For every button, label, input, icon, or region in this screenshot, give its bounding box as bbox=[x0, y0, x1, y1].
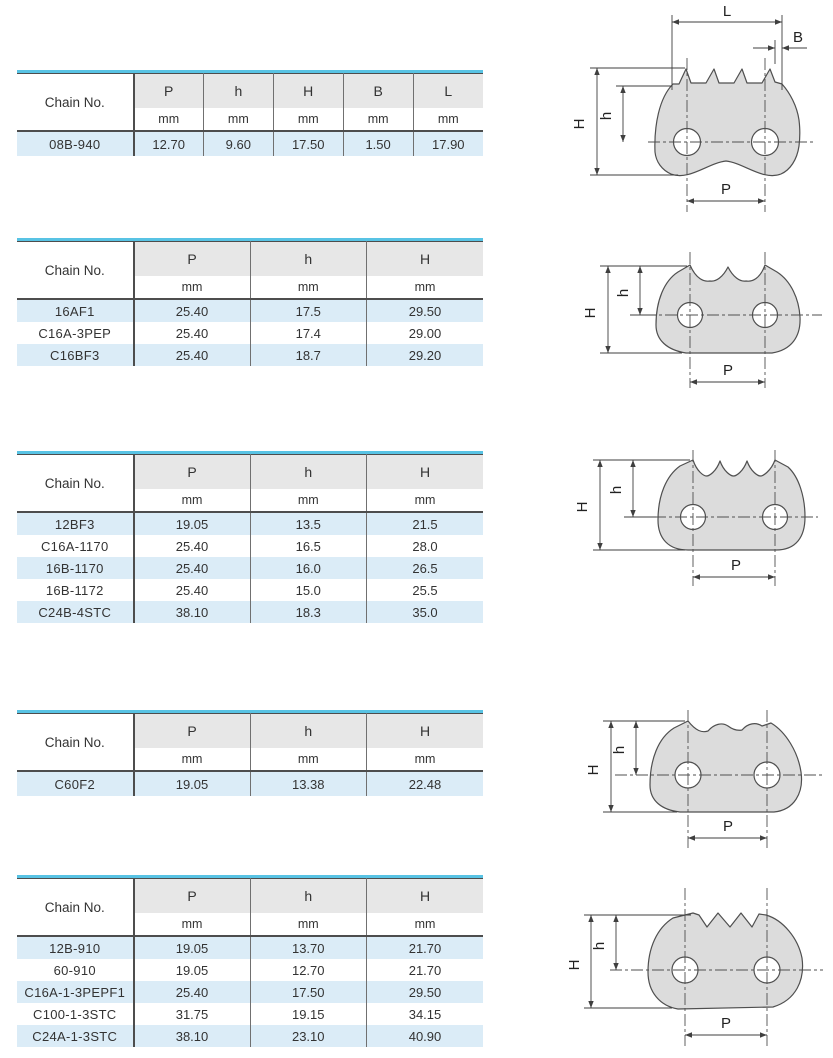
value-cell: 17.50 bbox=[273, 131, 343, 156]
dim-label-H: H bbox=[571, 118, 588, 130]
col-header-L: L bbox=[413, 74, 483, 109]
dim-label-L: L bbox=[722, 3, 732, 20]
plate-diagram-5 bbox=[560, 870, 833, 1058]
value-cell: 15.0 bbox=[250, 579, 367, 601]
col-header-P: P bbox=[134, 879, 251, 914]
chain-no-cell: 60-910 bbox=[17, 959, 134, 981]
unit-label: mm bbox=[250, 276, 367, 299]
dim-label-h: h bbox=[598, 111, 615, 121]
col-header-P: P bbox=[134, 242, 251, 277]
value-cell: 12.70 bbox=[250, 959, 367, 981]
dim-label-H: H bbox=[574, 501, 591, 513]
value-cell: 21.5 bbox=[367, 512, 484, 535]
dim-label-P: P bbox=[720, 1015, 732, 1032]
chain-plate-outline bbox=[655, 69, 800, 176]
dim-label-h: h bbox=[615, 288, 632, 298]
col-header-P: P bbox=[134, 74, 204, 109]
dim-label-h: h bbox=[591, 941, 608, 951]
unit-label: mm bbox=[367, 276, 484, 299]
unit-label: mm bbox=[250, 489, 367, 512]
col-header-h: h bbox=[250, 455, 367, 490]
chain-no-cell: C24A-1-3STC bbox=[17, 1025, 134, 1047]
unit-label: mm bbox=[203, 108, 273, 131]
value-cell: 31.75 bbox=[175, 1006, 209, 1022]
unit-label: mm bbox=[367, 489, 484, 512]
table-row bbox=[17, 512, 483, 535]
col-header-P: P bbox=[134, 714, 251, 749]
chain-no-header: Chain No. bbox=[17, 455, 134, 513]
col-header-B: B bbox=[343, 74, 413, 109]
value-cell: 25.40 bbox=[175, 560, 209, 576]
table-row bbox=[17, 601, 483, 623]
unit-label: mm bbox=[134, 913, 251, 936]
chain-plate-outline bbox=[650, 721, 802, 812]
spec-table-2 bbox=[17, 238, 483, 366]
chain-no-cell: C16BF3 bbox=[17, 344, 134, 366]
chain-no-cell: 16B-1172 bbox=[17, 579, 134, 601]
spec-table-1 bbox=[17, 70, 483, 156]
table-row bbox=[17, 1025, 483, 1047]
table-row bbox=[17, 344, 483, 366]
spec-table-4 bbox=[17, 710, 483, 796]
chain-no-cell: 12BF3 bbox=[17, 512, 134, 535]
chain-no-header: Chain No. bbox=[17, 242, 134, 300]
value-cell: 19.05 bbox=[175, 516, 209, 532]
value-cell: 18.3 bbox=[250, 601, 367, 623]
value-cell: 34.15 bbox=[367, 1003, 484, 1025]
value-cell: 19.05 bbox=[175, 962, 209, 978]
value-cell: 19.05 bbox=[175, 776, 209, 792]
value-cell: 21.70 bbox=[367, 959, 484, 981]
table-row bbox=[17, 1003, 483, 1025]
unit-label: mm bbox=[134, 489, 251, 512]
chain-no-cell: C16A-1170 bbox=[17, 535, 134, 557]
value-cell: 13.70 bbox=[250, 936, 367, 959]
col-header-h: h bbox=[250, 879, 367, 914]
table-row bbox=[17, 771, 483, 796]
value-cell: 25.5 bbox=[367, 579, 484, 601]
dim-label-h: h bbox=[608, 485, 625, 495]
chain-no-cell: C16A-1-3PEPF1 bbox=[17, 981, 134, 1003]
table-row bbox=[17, 981, 483, 1003]
dim-label-B: B bbox=[792, 29, 804, 46]
chain-no-cell: 12B-910 bbox=[17, 936, 134, 959]
value-cell: 16.5 bbox=[250, 535, 367, 557]
value-cell: 13.5 bbox=[250, 512, 367, 535]
value-cell: 12.70 bbox=[152, 136, 185, 152]
value-cell: 19.15 bbox=[250, 1003, 367, 1025]
value-cell: 29.50 bbox=[367, 981, 484, 1003]
dim-label-h: h bbox=[611, 745, 628, 755]
unit-label: mm bbox=[134, 748, 251, 771]
unit-label: mm bbox=[273, 108, 343, 131]
value-cell: 19.05 bbox=[175, 940, 209, 956]
chain-no-cell: C24B-4STC bbox=[17, 601, 134, 623]
chain-plate-outline bbox=[658, 460, 805, 550]
plate-diagram-3 bbox=[560, 440, 833, 620]
unit-label: mm bbox=[134, 108, 204, 131]
value-cell: 22.48 bbox=[367, 771, 484, 796]
value-cell: 38.10 bbox=[175, 604, 209, 620]
table-row bbox=[17, 959, 483, 981]
col-header-P: P bbox=[134, 455, 251, 490]
value-cell: 17.5 bbox=[250, 299, 367, 322]
dim-label-P: P bbox=[722, 818, 734, 835]
chain-no-header: Chain No. bbox=[17, 714, 134, 772]
chain-no-header: Chain No. bbox=[17, 879, 134, 937]
value-cell: 17.50 bbox=[250, 981, 367, 1003]
value-cell: 25.40 bbox=[175, 538, 209, 554]
dim-label-H: H bbox=[566, 959, 583, 971]
value-cell: 29.00 bbox=[367, 322, 484, 344]
table-row bbox=[17, 322, 483, 344]
dim-label-H: H bbox=[582, 307, 599, 319]
chain-no-cell: C16A-3PEP bbox=[17, 322, 134, 344]
value-cell: 25.40 bbox=[175, 303, 209, 319]
value-cell: 26.5 bbox=[367, 557, 484, 579]
chain-no-cell: 16AF1 bbox=[17, 299, 134, 322]
value-cell: 35.0 bbox=[367, 601, 484, 623]
value-cell: 29.20 bbox=[367, 344, 484, 366]
value-cell: 17.90 bbox=[413, 131, 483, 156]
unit-label: mm bbox=[367, 913, 484, 936]
value-cell: 1.50 bbox=[343, 131, 413, 156]
unit-label: mm bbox=[250, 748, 367, 771]
value-cell: 38.10 bbox=[175, 1028, 209, 1044]
dim-label-H: H bbox=[585, 764, 602, 776]
col-header-H: H bbox=[367, 879, 484, 914]
unit-label: mm bbox=[343, 108, 413, 131]
value-cell: 25.40 bbox=[175, 347, 209, 363]
chain-plate-outline bbox=[656, 265, 800, 353]
col-header-H: H bbox=[367, 714, 484, 749]
table-row bbox=[17, 579, 483, 601]
col-header-h: h bbox=[250, 242, 367, 277]
value-cell: 29.50 bbox=[367, 299, 484, 322]
unit-label: mm bbox=[250, 913, 367, 936]
value-cell: 23.10 bbox=[250, 1025, 367, 1047]
spec-table-3 bbox=[17, 451, 483, 623]
value-cell: 25.40 bbox=[175, 984, 209, 1000]
chain-no-cell: C60F2 bbox=[17, 771, 134, 796]
value-cell: 18.7 bbox=[250, 344, 367, 366]
value-cell: 17.4 bbox=[250, 322, 367, 344]
value-cell: 9.60 bbox=[203, 131, 273, 156]
chain-no-cell: 16B-1170 bbox=[17, 557, 134, 579]
table-row bbox=[17, 557, 483, 579]
unit-label: mm bbox=[413, 108, 483, 131]
chain-no-header: Chain No. bbox=[17, 74, 134, 132]
value-cell: 28.0 bbox=[367, 535, 484, 557]
chain-no-cell: C100-1-3STC bbox=[17, 1003, 134, 1025]
col-header-h: h bbox=[250, 714, 367, 749]
col-header-H: H bbox=[367, 455, 484, 490]
table-row bbox=[17, 535, 483, 557]
unit-label: mm bbox=[367, 748, 484, 771]
chain-plate-outline bbox=[648, 913, 803, 1009]
dim-label-P: P bbox=[722, 362, 734, 379]
col-header-H: H bbox=[367, 242, 484, 277]
value-cell: 40.90 bbox=[367, 1025, 484, 1047]
col-header-h: h bbox=[203, 74, 273, 109]
spec-table-5 bbox=[17, 875, 483, 1047]
value-cell: 25.40 bbox=[175, 325, 209, 341]
unit-label: mm bbox=[134, 276, 251, 299]
value-cell: 16.0 bbox=[250, 557, 367, 579]
chain-no-cell: 08B-940 bbox=[17, 131, 134, 156]
value-cell: 21.70 bbox=[367, 936, 484, 959]
dim-label-P: P bbox=[730, 557, 742, 574]
col-header-H: H bbox=[273, 74, 343, 109]
value-cell: 25.40 bbox=[175, 582, 209, 598]
plate-diagram-1 bbox=[560, 0, 833, 220]
dim-label-P: P bbox=[720, 181, 732, 198]
value-cell: 13.38 bbox=[250, 771, 367, 796]
table-row bbox=[17, 936, 483, 959]
table-row bbox=[17, 131, 483, 156]
plate-diagram-4 bbox=[560, 690, 833, 870]
table-row bbox=[17, 299, 483, 322]
plate-diagram-2 bbox=[560, 235, 833, 415]
